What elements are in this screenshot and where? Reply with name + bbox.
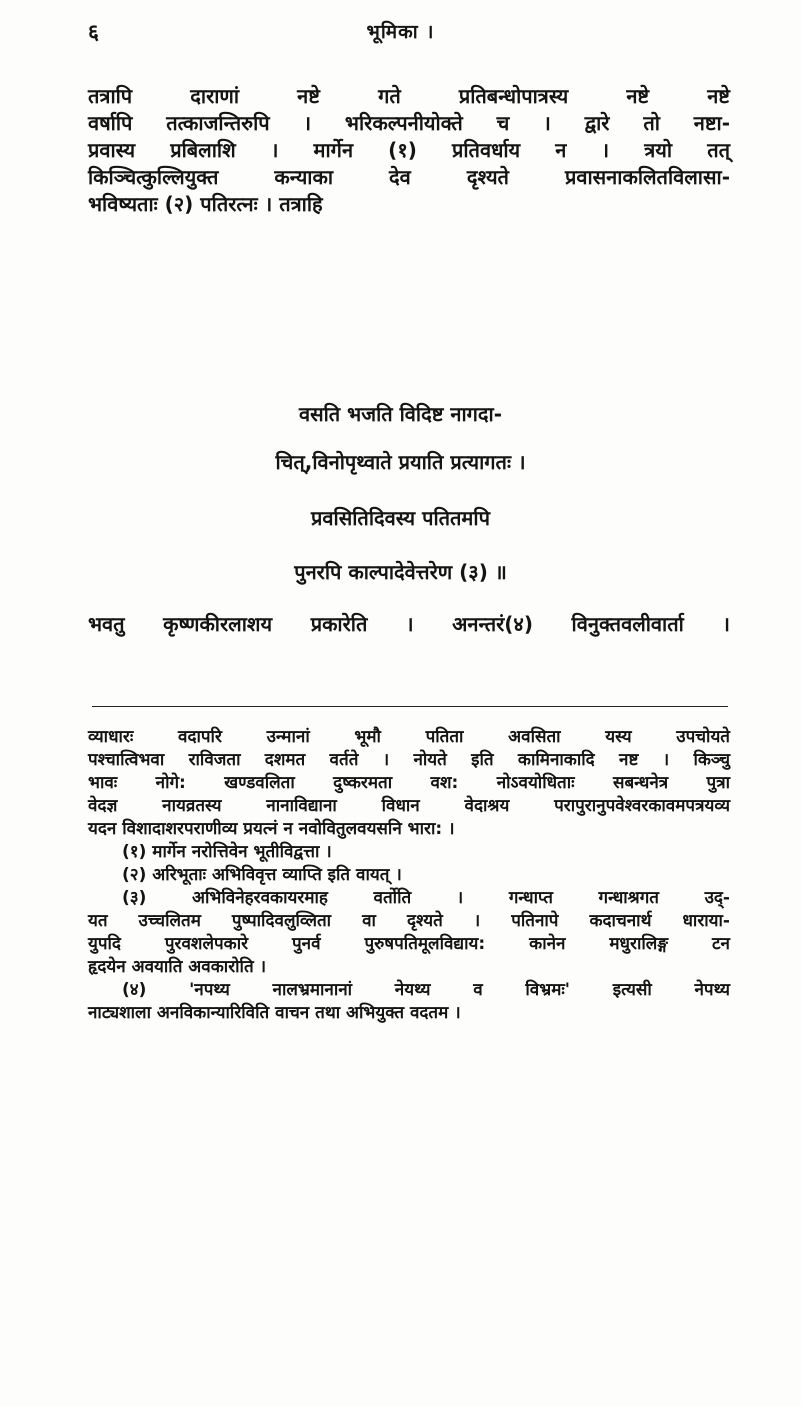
commentary-line: पश्चात्विभवा राविजता दशमत वर्तते । नोयते इति कामिनाकादि नष्ट । किञ्चु: [88, 750, 730, 770]
verse-line: चित्,विनोपृथ्वाते प्रयाति प्रत्यागतः ।: [275, 450, 526, 474]
footnote-3: (३) अभिविनेहरवकायरमाह वर्तोति । गन्धाप्त गन्धाश्रगत उद्-: [122, 888, 730, 908]
footnote-divider: [92, 706, 728, 707]
footnote-3-cont: युपदि पुरवशलेपकारे पुनर्व पुरुषपतिमूलविद्याय: कानेन मधुरालिङ्ग टन: [88, 934, 730, 954]
verse-line: पुनरपि काल्पादेवेत्तरेण (३) ॥: [294, 560, 507, 584]
main-text: [88, 82, 730, 217]
commentary-line: भावः नोगे: खण्डवलिता दुष्करमता वश: नोऽवयोधिताः सबन्धनेत्र पुत्रा: [88, 773, 730, 793]
main-text-line: प्रवास्य प्रबिलाशि । मार्गेन (१) प्रतिवर्धाय न । त्रयो तत्: [88, 138, 730, 162]
footnote-3-cont: हृदयेन अवयाति अवकारोति ।: [88, 957, 267, 977]
main-text-line: भविष्यताः (२) पतिरत्नः । तत्राहि: [88, 192, 323, 216]
page-header: [0, 18, 801, 48]
page-number: ६: [88, 20, 99, 44]
main-text-line: भवतु कृष्णकीरलाशय प्रकारेति । अनन्तरं(४) विनुक्तवलीवार्ता ।: [88, 612, 730, 636]
running-title: भूमिका ।: [366, 21, 435, 43]
main-text-line: किञ्चित्कुल्लियुक्त कन्याका देव दृश्यते प्रवासनाकलितविलासा-: [88, 165, 730, 189]
footnote-1: (१) मार्गेन नरोत्तिवेन भूतीविद्वत्ता ।: [122, 842, 332, 862]
verse-line: प्रवसितिदिवस्य पतितमपि: [311, 506, 490, 530]
main-text-after-verse: [88, 610, 730, 637]
commentary: [88, 724, 730, 1023]
footnote-4: (४) 'नपथ्य नालभ्रमानानां नेयथ्य व विभ्रमः' इत्यसी नेपथ्य: [122, 980, 730, 1000]
footnote-3-cont: यत उच्चलितम पुष्पादिवलुव्लिता वा दृश्यते । पतिनापे कदाचनार्थ धाराया-: [88, 911, 730, 931]
main-text-line: वर्षापि तत्काजन्तिरुपि । भरिकल्पनीयोक्ते च । द्वारे तो नष्टा-: [88, 111, 730, 135]
commentary-line: वेदज्ञ नायव्रतस्य नानाविद्याना विधान वेदाश्रय परापुरानुपवेश्वरकावमपत्रयव्य: [88, 796, 730, 816]
commentary-line: यदन विशादाशरपराणीव्य प्रयत्नं न नवोवितुलवयसनि भारा: ।: [88, 819, 455, 839]
verse-line: वसति भजति विदिष्ट नागदा-: [298, 402, 502, 426]
main-text-line: तत्रापि दाराणां नष्टे गते प्रतिबन्धोपात्रस्य नष्टे नष्टे: [88, 84, 730, 108]
footnote-4-cont: नाट्यशाला अनविकान्यारिविति वाचन तथा अभियुक्त वदतम ।: [88, 1003, 461, 1023]
commentary-line: व्याधारः वदापरि उन्मानां भूमौ पतिता अवसिता यस्य उपचोयते: [88, 727, 730, 747]
footnote-2: (२) अरिभूताः अभिविवृत्त व्याप्ति इति वायत् ।: [122, 865, 402, 885]
